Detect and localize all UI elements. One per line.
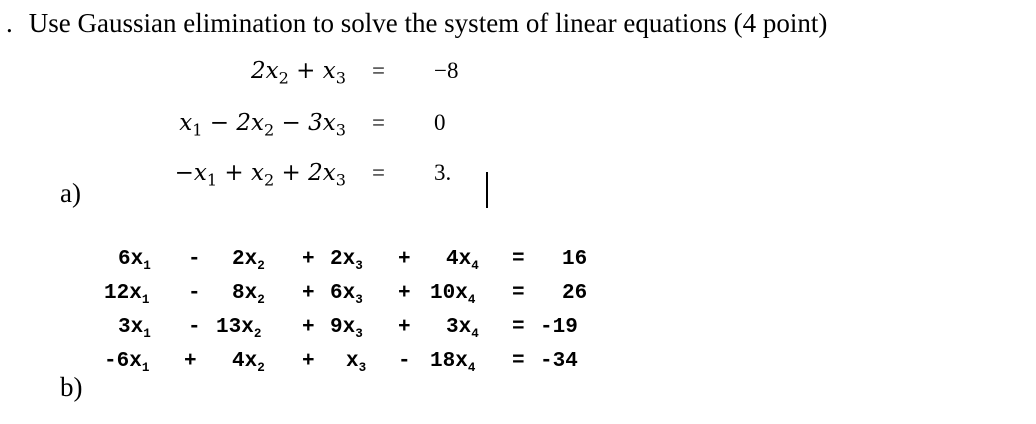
b3-equals: = xyxy=(512,316,525,339)
part-b-label: b) xyxy=(60,372,83,402)
b3-op3: + xyxy=(398,316,411,339)
b1-rhs: 16 xyxy=(562,248,588,271)
b3-rhs: -19 xyxy=(540,316,578,339)
b1-term2: $2x_2$ xyxy=(232,248,265,274)
b3-term4: $3x_4$ xyxy=(446,316,479,342)
question-statement: Use Gaussian elimination to solve the system of linear equations (4 point) xyxy=(28,8,828,38)
b2-rhs: 26 xyxy=(562,282,588,305)
b1-op1: - xyxy=(188,248,201,271)
b2-equals: = xyxy=(512,282,525,305)
equation-a1-equals: = xyxy=(372,58,385,83)
equation-a2-rhs: 0 xyxy=(434,110,446,135)
b1-term3: $2x_3$ xyxy=(330,248,363,274)
b3-term3: $9x_3$ xyxy=(330,316,363,342)
b4-term2: $4x_2$ xyxy=(232,350,265,376)
equation-a3-rhs: 3. xyxy=(434,160,452,185)
equation-a2-equals: = xyxy=(372,110,385,135)
b4-term4: $18x_4$ xyxy=(430,350,476,376)
b1-term1: $6x_1$ xyxy=(118,248,151,274)
b4-op1: + xyxy=(184,350,197,373)
b2-op1: - xyxy=(188,282,201,305)
part-a-label: a) xyxy=(60,178,81,208)
b1-equals: = xyxy=(512,248,525,271)
b4-rhs: -34 xyxy=(540,350,578,373)
b2-term1: $12x_1$ xyxy=(104,282,150,308)
b3-term1: $3x_1$ xyxy=(118,316,151,342)
equation-a1-lhs: $2x_2 + x_3$ xyxy=(250,58,346,88)
b2-term4: $10x_4$ xyxy=(430,282,476,308)
question-text xyxy=(6,8,827,39)
b3-term2: $13x_2$ xyxy=(216,316,262,342)
b2-term2: $8x_2$ xyxy=(232,282,265,308)
b2-op2: + xyxy=(302,282,315,305)
b3-op2: + xyxy=(302,316,315,339)
equation-a3-equals: = xyxy=(372,160,385,185)
b3-op1: - xyxy=(188,316,201,339)
b4-term3: $x_3$ xyxy=(346,350,367,376)
equation-a1-rhs: −8 xyxy=(434,58,459,83)
question-number-fragment: . xyxy=(6,8,13,38)
b2-term3: $6x_3$ xyxy=(330,282,363,308)
b1-op2: + xyxy=(302,248,315,271)
text-cursor xyxy=(486,172,488,208)
b4-term1: $-6x_1$ xyxy=(104,350,150,376)
b1-term4: $4x_4$ xyxy=(446,248,479,274)
b4-equals: = xyxy=(512,350,525,373)
b4-op2: + xyxy=(302,350,315,373)
b2-op3: + xyxy=(398,282,411,305)
equation-a3-lhs: $-x_1 + x_2 + 2x_3$ xyxy=(174,160,346,190)
equation-a2-lhs: $x_1 - 2x_2 - 3x_3$ xyxy=(179,110,346,140)
b4-op3: - xyxy=(398,350,411,373)
b1-op3: + xyxy=(398,248,411,271)
